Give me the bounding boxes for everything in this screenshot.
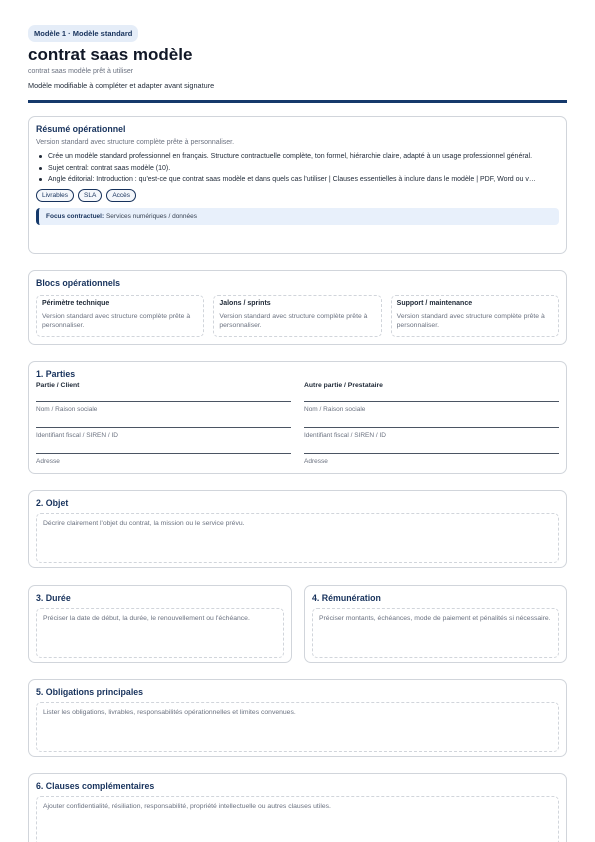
clauses-title: 6. Clauses complémentaires [36, 781, 155, 791]
field-label-address: Adresse [304, 458, 328, 465]
tag-acces: Accès [106, 189, 136, 202]
header-divider [28, 100, 567, 103]
focus-value: Services numériques / données [105, 212, 198, 220]
resume-bullet: Angle éditorial: Introduction : qu'est-ce que contrat saas modèle et dans quels cas l'utiliser | Clauses essentielles à inclure dans le modèle | PDF, Word ou v… [36, 175, 559, 185]
bloc-text: Version standard avec structure complète prête à personnaliser. [42, 313, 191, 329]
party-client [36, 382, 291, 479]
objet-card [28, 490, 567, 568]
bloc-perimetre [36, 295, 204, 337]
resume-bullets [36, 152, 559, 185]
resume-intro: Version standard avec structure complète prête à personnaliser. [36, 139, 235, 146]
blocs-title: Blocs opérationnels [36, 278, 121, 288]
parties-card [28, 361, 567, 474]
page-subtitle: contrat saas modèle prêt à utiliser [28, 68, 134, 75]
remuneration-title: 4. Rémunération [312, 593, 381, 603]
resume-bullet: Sujet central: contrat saas modèle (10). [36, 164, 559, 174]
page-title: contrat saas modèle [28, 45, 193, 64]
signature-line[interactable] [36, 401, 291, 402]
duree-card [28, 585, 292, 663]
obligations-field[interactable]: Lister les obligations, livrables, responsabilités opérationnelles et limites convenues. [36, 702, 559, 752]
focus-label: Focus contractuel: [46, 212, 105, 220]
parties-title: 1. Parties [36, 369, 76, 379]
bloc-text: Version standard avec structure complète prête à personnaliser. [219, 313, 368, 329]
party-client-heading: Partie / Client [36, 382, 80, 389]
field-label-id: Identifiant fiscal / SIREN / ID [36, 432, 119, 439]
bloc-title: Périmètre technique [42, 300, 110, 307]
bloc-support [391, 295, 559, 337]
field-label-name: Nom / Raison sociale [304, 406, 366, 413]
party-prestataire [304, 382, 559, 479]
signature-line[interactable] [304, 401, 559, 402]
signature-line[interactable] [36, 427, 291, 428]
blocs-grid [36, 295, 559, 337]
bloc-jalons [213, 295, 381, 337]
blocs-card [28, 270, 567, 345]
template-badge: Modèle 1 · Modèle standard [28, 25, 138, 42]
clauses-field[interactable]: Ajouter confidentialité, résiliation, responsabilité, propriété intellectuelle ou autres clauses utiles. [36, 796, 559, 842]
signature-line[interactable] [304, 453, 559, 454]
parties-grid [36, 382, 559, 479]
duree-title: 3. Durée [36, 593, 71, 603]
bloc-title: Support / maintenance [396, 300, 473, 307]
signature-line[interactable] [36, 453, 291, 454]
objet-field[interactable]: Décrire clairement l'objet du contrat, la mission ou le service prévu. [36, 513, 559, 563]
remuneration-card [304, 585, 567, 663]
page-note: Modèle modifiable à compléter et adapter avant signature [28, 81, 215, 90]
objet-title: 2. Objet [36, 498, 69, 508]
resume-title: Résumé opérationnel [36, 124, 126, 134]
remuneration-field[interactable]: Préciser montants, échéances, mode de paiement et pénalités si nécessaire. [312, 608, 559, 658]
tag-list [36, 189, 559, 202]
party-prestataire-heading: Autre partie / Prestataire [304, 382, 383, 389]
clauses-card [28, 773, 567, 842]
field-label-name: Nom / Raison sociale [36, 406, 98, 413]
field-label-id: Identifiant fiscal / SIREN / ID [304, 432, 387, 439]
resume-card [28, 116, 567, 254]
duree-field[interactable]: Préciser la date de début, la durée, le renouvellement ou l'échéance. [36, 608, 284, 658]
tag-livrables: Livrables [36, 189, 74, 202]
signature-line[interactable] [304, 427, 559, 428]
resume-bullet: Crée un modèle standard professionnel en français. Structure contractuelle complète, ton formel, hiérarchie claire, adapté à un usage professionnel général. [36, 152, 559, 162]
bloc-text: Version standard avec structure complète prête à personnaliser. [396, 313, 545, 329]
bloc-title: Jalons / sprints [219, 300, 271, 307]
tag-sla: SLA [78, 189, 102, 202]
focus-callout [36, 208, 559, 225]
obligations-title: 5. Obligations principales [36, 687, 144, 697]
field-label-address: Adresse [36, 458, 60, 465]
obligations-card [28, 679, 567, 757]
